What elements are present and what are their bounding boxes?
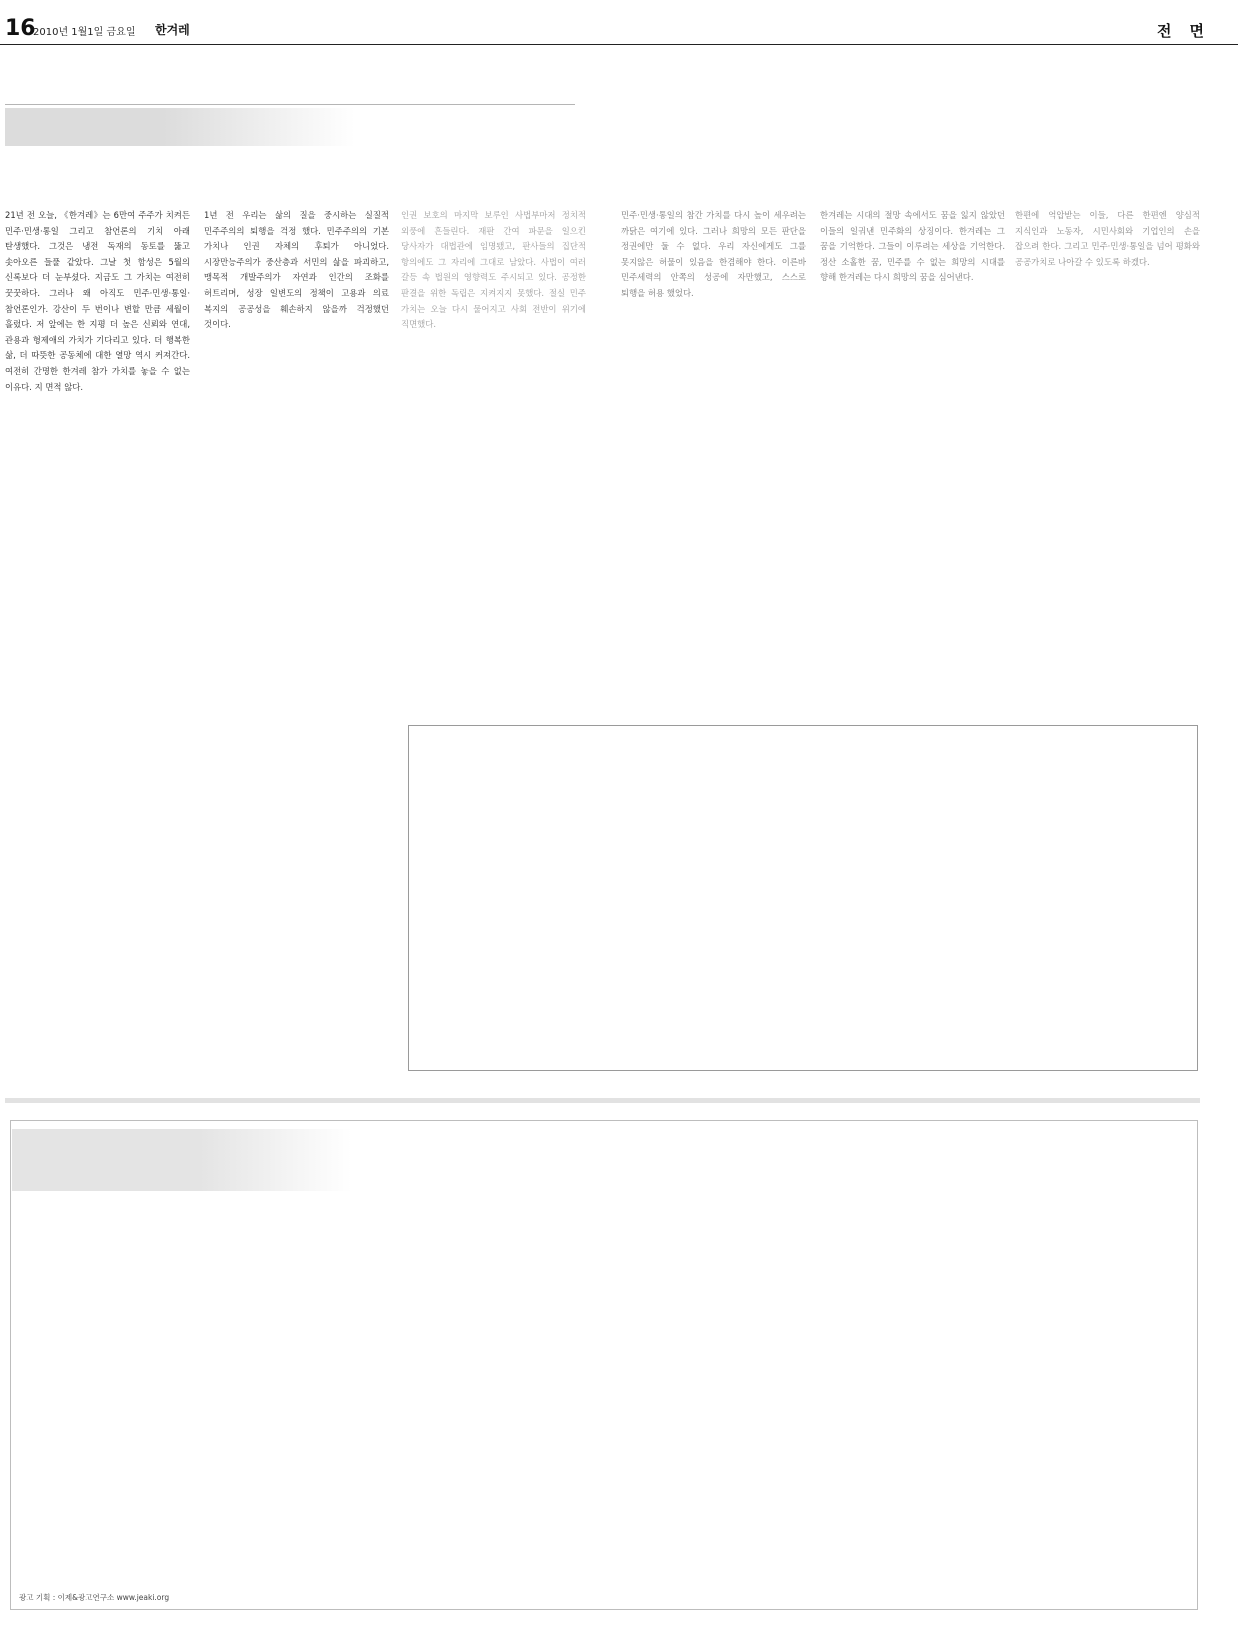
section-divider (5, 1098, 1200, 1103)
headline-bar (5, 108, 355, 146)
ad-headline-bar (12, 1129, 352, 1191)
newspaper-name: 한겨레 (155, 23, 190, 37)
section-label: 전면 (1157, 22, 1222, 40)
article-column-4: 민주·민생·통일의 참간 가치를 다시 높이 세우려는 까닭은 여기에 있다. 그러나 희망의 모든 판단을 정권에만 둘 수 없다. 우리 자신에게도 그를 못지않은 허물이 있음을 한겸해야 한다. 이른바 민주세력의 안쪽의 성공에 자만했고, 스스로 퇴행을 허용 했었다. (621, 210, 806, 298)
top-divider (5, 104, 575, 105)
article-column-1: 21년 전 오늘, 《한겨레》는 6만여 주주가 치켜든 민주·민생·통일 그리고 참언론의 기치 아래 탄생했다. 그것은 냉전 독재의 동토를 뚫고 솟아오른 들풀 같았다. 그날 첫 함성은 5월의 신록보다 더 눈부셨다. 지금도 그 가치는 여전히 꿋꿋하다. 그러나 왜 아직도 민주·민생·통일·참언론인가. 강산이 두 번이나 변할 만큼 세월이 흘렀다. 저 앞에는 한 지평 더 높은 신뢰와 연대, 관용과 형제애의 가치가 기다리고 있다. 더 행복한 삶, 더 따뜻한 공동체에 대한 열망 역시 커져간다. 여전히 간명한 한겨레 참가 가치를 놓을 수 없는 이유다. 지 면적 않다. (5, 210, 190, 392)
article-column-2: 1년 전 우리는 삶의 질을 중시하는 실질적 민주주의의 퇴행을 걱정 했다. 민주주의의 기본 가치나 인권 자체의 후퇴가 아니었다. 시장만능주의가 중산층과 서민의 삶을 파괴하고, 맹목적 개발주의가 자연과 인간의 조화를 허트리며, 성장 일변도의 정책이 고용과 의료 복지의 공공성을 훼손하지 않을까 걱정했던 것이다. (204, 210, 389, 330)
article-column-6: 한편에 억압받는 이들, 다른 한편엔 양심적 지식인과 노동자, 시민사회와 기업인의 손을 잡으려 한다. 그리고 민주·민생·통일을 넘어 평화와 공공가치로 나아갈 수 있도록 하겠다. (1015, 210, 1200, 267)
issue-date: 2010년 1월1일 금요일 (33, 27, 136, 38)
article-column-5: 한겨레는 시대의 절망 속에서도 꿈을 잃지 않았던 이들의 일궈낸 민주화의 상징이다. 한겨레는 그 꿈을 기억한다. 그들이 이루려는 세상을 기억한다. 정산 소홀한 꿈, 민주를 수 없는 희망의 시대를 향해 한겨레는 다시 희망의 꿈을 심어낸다. (820, 210, 1005, 283)
advertisement-box (10, 1120, 1198, 1610)
article-column-3: 인권 보호의 마지막 보루인 사법부마저 정치적 외풍에 흔들린다. 재판 간여 파문을 일으킨 당사자가 대법관에 임명됐고, 판사들의 집단적 항의에도 그 자리에 그대로 남았다. 사법이 여러 갈등 속 법원의 영향력도 주시되고 있다. 공정한 판결을 위한 독립은 지켜지지 못했다. 절실 민주 가치는 오늘 다시 물어지고 사회 전반이 위기에 직면했다. (401, 210, 586, 330)
photo-frame (408, 725, 1198, 1071)
page-header (0, 0, 1238, 45)
page-number: 16 (5, 16, 36, 41)
ad-credit: 광고 기획 : 이제&광고연구소 www.jeaki.org (19, 1593, 170, 1602)
